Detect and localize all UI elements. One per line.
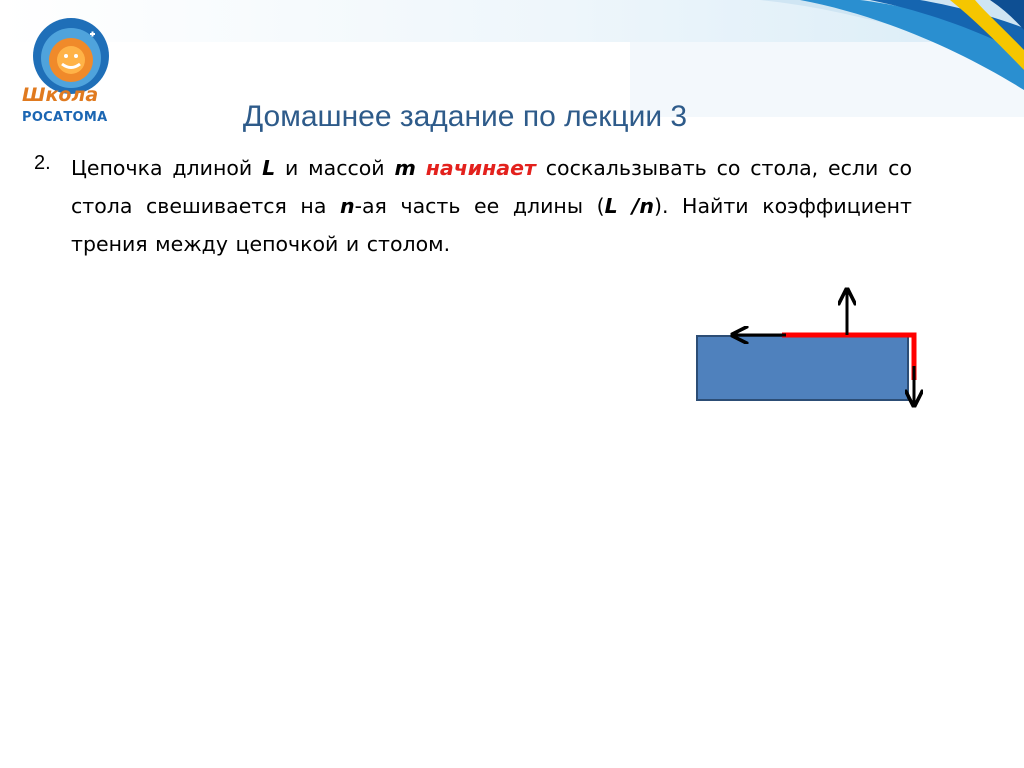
problem-number: 2.	[34, 152, 51, 174]
variable-fraction: n	[339, 194, 355, 218]
chain-on-table-diagram	[690, 280, 930, 415]
table-block	[697, 336, 908, 400]
problem-text-part	[416, 156, 426, 180]
problem-text-part: соскальзывать со стола, если со стола свешивается на	[71, 156, 912, 218]
problem-text-part: -ая часть ее длины (	[354, 194, 605, 218]
variable-mass: m	[394, 156, 416, 180]
variable-hanging-length: L /n	[604, 194, 654, 218]
problem-text-part: ). Найти коэффициент трения между цепочкой и столом.	[71, 194, 912, 256]
problem-statement	[71, 149, 912, 263]
logo-wordmark-top: Школа	[22, 84, 99, 106]
logo-wordmark-bottom: РОСАТОМА	[22, 110, 108, 125]
slide-title: Домашнее задание по лекции 3	[242, 100, 688, 133]
emphasis-word: начинает	[425, 156, 536, 180]
problem-text-part: и массой	[275, 156, 395, 180]
problem-text-part: Цепочка длиной	[71, 156, 263, 180]
variable-length: L	[262, 156, 276, 180]
